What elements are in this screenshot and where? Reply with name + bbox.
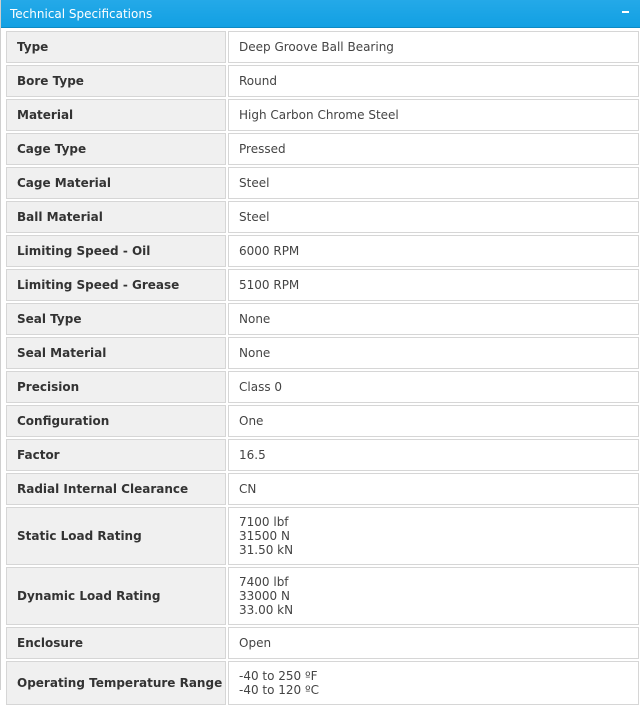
spec-label: Limiting Speed - Oil (6, 235, 226, 267)
spec-label: Seal Material (6, 337, 226, 369)
spec-value (228, 627, 639, 659)
spec-value-line: -40 to 120 ºC (239, 683, 320, 697)
spec-row (6, 235, 639, 267)
spec-table (6, 31, 639, 707)
spec-label: Type (6, 31, 226, 63)
panel-title: Technical Specifications (10, 7, 153, 21)
spec-label: Cage Material (6, 167, 226, 199)
spec-row (6, 507, 639, 565)
spec-value (228, 303, 639, 335)
spec-value (228, 337, 639, 369)
spec-value-line: Round (239, 74, 277, 88)
spec-label: Cage Type (6, 133, 226, 165)
spec-row (6, 303, 639, 335)
spec-value-line: 16.5 (239, 448, 266, 462)
spec-value (228, 167, 639, 199)
spec-value-line: None (239, 346, 271, 360)
spec-value-line: -40 to 250 ºF (239, 669, 318, 683)
spec-value-line: Steel (239, 210, 270, 224)
spec-value (228, 439, 639, 471)
spec-row (6, 201, 639, 233)
spec-value (228, 269, 639, 301)
spec-row (6, 337, 639, 369)
spec-value-line: One (239, 414, 264, 428)
spec-value-line: 33.00 kN (239, 603, 294, 617)
spec-row (6, 661, 639, 705)
spec-row (6, 133, 639, 165)
spec-value-line: 6000 RPM (239, 244, 300, 258)
panel-header[interactable] (1, 0, 640, 28)
spec-value-line: Class 0 (239, 380, 283, 394)
spec-row (6, 31, 639, 63)
spec-value-line: 31.50 kN (239, 543, 294, 557)
spec-value (228, 99, 639, 131)
spec-label: Ball Material (6, 201, 226, 233)
spec-value-line: Pressed (239, 142, 286, 156)
spec-row (6, 405, 639, 437)
spec-label: Radial Internal Clearance (6, 473, 226, 505)
spec-row (6, 567, 639, 625)
spec-value (228, 235, 639, 267)
spec-value (228, 473, 639, 505)
spec-value-line: 7400 lbf (239, 575, 289, 589)
spec-value-line: Deep Groove Ball Bearing (239, 40, 394, 54)
spec-value-line: CN (239, 482, 257, 496)
spec-value (228, 405, 639, 437)
spec-label: Seal Type (6, 303, 226, 335)
spec-row (6, 269, 639, 301)
spec-row (6, 371, 639, 403)
spec-label: Dynamic Load Rating (6, 567, 226, 625)
spec-value-line: 31500 N (239, 529, 290, 543)
spec-value (228, 201, 639, 233)
spec-value-line: High Carbon Chrome Steel (239, 108, 399, 122)
spec-value-line: 33000 N (239, 589, 290, 603)
spec-value (228, 371, 639, 403)
spec-label: Limiting Speed - Grease (6, 269, 226, 301)
spec-row (6, 627, 639, 659)
spec-value-line: Open (239, 636, 272, 650)
spec-value (228, 507, 639, 565)
spec-row (6, 99, 639, 131)
spec-value-line: 7100 lbf (239, 515, 289, 529)
spec-row (6, 65, 639, 97)
spec-value (228, 661, 639, 705)
spec-label: Precision (6, 371, 226, 403)
spec-value (228, 133, 639, 165)
spec-row (6, 439, 639, 471)
spec-label: Bore Type (6, 65, 226, 97)
spec-label: Factor (6, 439, 226, 471)
spec-label: Static Load Rating (6, 507, 226, 565)
spec-row (6, 473, 639, 505)
spec-label: Configuration (6, 405, 226, 437)
spec-value-line: None (239, 312, 271, 326)
spec-value (228, 567, 639, 625)
spec-value-line: Steel (239, 176, 270, 190)
spec-value (228, 31, 639, 63)
spec-label: Enclosure (6, 627, 226, 659)
minus-icon[interactable] (622, 11, 629, 13)
spec-row (6, 167, 639, 199)
spec-value-line: 5100 RPM (239, 278, 300, 292)
spec-label: Material (6, 99, 226, 131)
spec-label: Operating Temperature Range (6, 661, 226, 705)
spec-value (228, 65, 639, 97)
